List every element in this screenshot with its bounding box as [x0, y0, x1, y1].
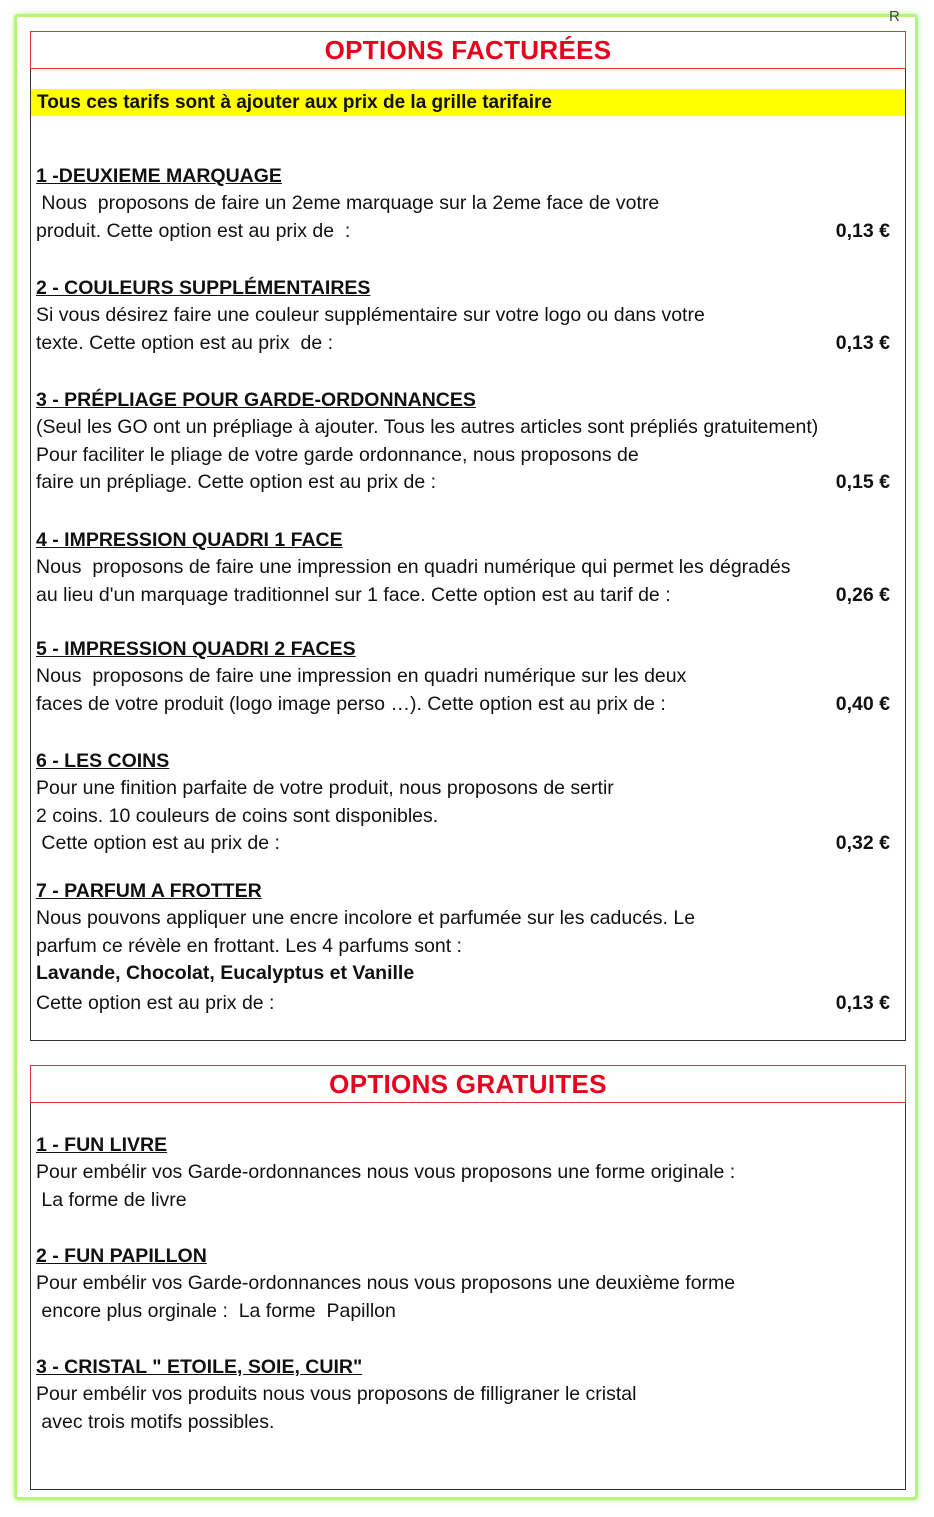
section-line: au lieu d'un marquage traditionnel sur 1 face. Cette option est au tarif de : 0,26 €: [36, 582, 898, 610]
paid-options-title: OPTIONS FACTURÉES: [30, 31, 906, 69]
price: 0,26 €: [835, 583, 890, 606]
paid-section-6: [36, 747, 898, 858]
section-line: (Seul les GO ont un prépliage à ajouter. Tous les autres articles sont prépliés gratuitement): [36, 416, 819, 438]
section-heading: 3 - PRÉPLIAGE POUR GARDE-ORDONNANCES: [36, 389, 476, 411]
section-line: parfum ce révèle en frottant. Les 4 parfums sont :: [36, 934, 462, 957]
price: 0,13 €: [835, 219, 890, 242]
price: 0,15 €: [835, 471, 890, 493]
free-options-title: OPTIONS GRATUITES: [30, 1065, 906, 1103]
free-section-1: [36, 1131, 898, 1214]
section-heading: 6 - LES COINS: [36, 750, 170, 772]
section-line: texte. Cette option est au prix de : 0,13 €: [36, 330, 898, 358]
section-line: Nous pouvons appliquer une encre incolore et parfumée sur les caducés. Le: [36, 907, 696, 929]
section-line: Pour embélir vos Garde-ordonnances nous vous proposons une deuxième forme: [36, 1272, 736, 1294]
section-line: Cette option est au prix de : 0,13 €: [36, 990, 898, 1018]
tariff-banner: Tous ces tarifs sont à ajouter aux prix de la grille tarifaire: [31, 89, 905, 116]
section-line: faces de votre produit (logo image perso …). Cette option est au prix de : 0,40 €: [36, 691, 898, 719]
section-line: Si vous désirez faire une couleur supplémentaire sur votre logo ou dans votre: [36, 304, 705, 326]
section-line: Nous proposons de faire une impression en quadri numérique sur les deux: [36, 665, 687, 687]
section-line: Nous proposons de faire une impression en quadri numérique qui permet les dégradés: [36, 556, 791, 578]
section-line: Pour embélir vos produits nous vous proposons de filligraner le cristal: [36, 1383, 637, 1405]
paid-section-4: [36, 526, 898, 609]
corner-mark: R: [889, 8, 900, 25]
section-line: 2 coins. 10 couleurs de coins sont disponibles.: [36, 804, 439, 827]
section-line: Nous proposons de faire un 2eme marquage sur la 2eme face de votre: [36, 192, 660, 214]
perfume-list: Lavande, Chocolat, Eucalyptus et Vanille: [36, 962, 415, 984]
section-line: produit. Cette option est au prix de : 0,13 €: [36, 218, 898, 246]
price: 0,40 €: [835, 692, 890, 715]
section-line: faire un prépliage. Cette option est au prix de : 0,15 €: [36, 469, 898, 497]
paid-section-1: [36, 162, 898, 245]
paid-section-7: [36, 877, 898, 1017]
section-heading: 3 - CRISTAL " ETOILE, SOIE, CUIR": [36, 1356, 363, 1378]
section-line: Cette option est au prix de : 0,32 €: [36, 830, 898, 858]
section-line: La forme de livre: [36, 1188, 187, 1211]
section-heading: 5 - IMPRESSION QUADRI 2 FACES: [36, 638, 356, 660]
paid-section-3: [36, 386, 898, 497]
section-heading: 7 - PARFUM A FROTTER: [36, 880, 262, 902]
section-heading: 1 - FUN LIVRE: [36, 1134, 168, 1156]
paid-options-box: [30, 31, 906, 1041]
free-options-box: [30, 1065, 906, 1490]
section-heading: 4 - IMPRESSION QUADRI 1 FACE: [36, 529, 343, 551]
section-line: Pour embélir vos Garde-ordonnances nous vous proposons une forme originale :: [36, 1161, 736, 1183]
section-heading: 2 - FUN PAPILLON: [36, 1245, 207, 1267]
section-line: Pour faciliter le pliage de votre garde ordonnance, nous proposons de: [36, 443, 639, 466]
section-heading: 1 -DEUXIEME MARQUAGE: [36, 165, 282, 187]
section-line: Pour une finition parfaite de votre produit, nous proposons de sertir: [36, 777, 614, 799]
section-line: avec trois motifs possibles.: [36, 1410, 275, 1433]
price: 0,13 €: [835, 991, 890, 1014]
paid-section-2: [36, 274, 898, 357]
free-section-2: [36, 1242, 898, 1325]
paid-section-5: [36, 635, 898, 718]
price: 0,13 €: [835, 331, 890, 354]
price: 0,32 €: [835, 832, 890, 854]
free-section-3: [36, 1353, 898, 1436]
section-heading: 2 - COULEURS SUPPLÉMENTAIRES: [36, 277, 371, 299]
section-line: encore plus orginale : La forme Papillon: [36, 1299, 396, 1322]
